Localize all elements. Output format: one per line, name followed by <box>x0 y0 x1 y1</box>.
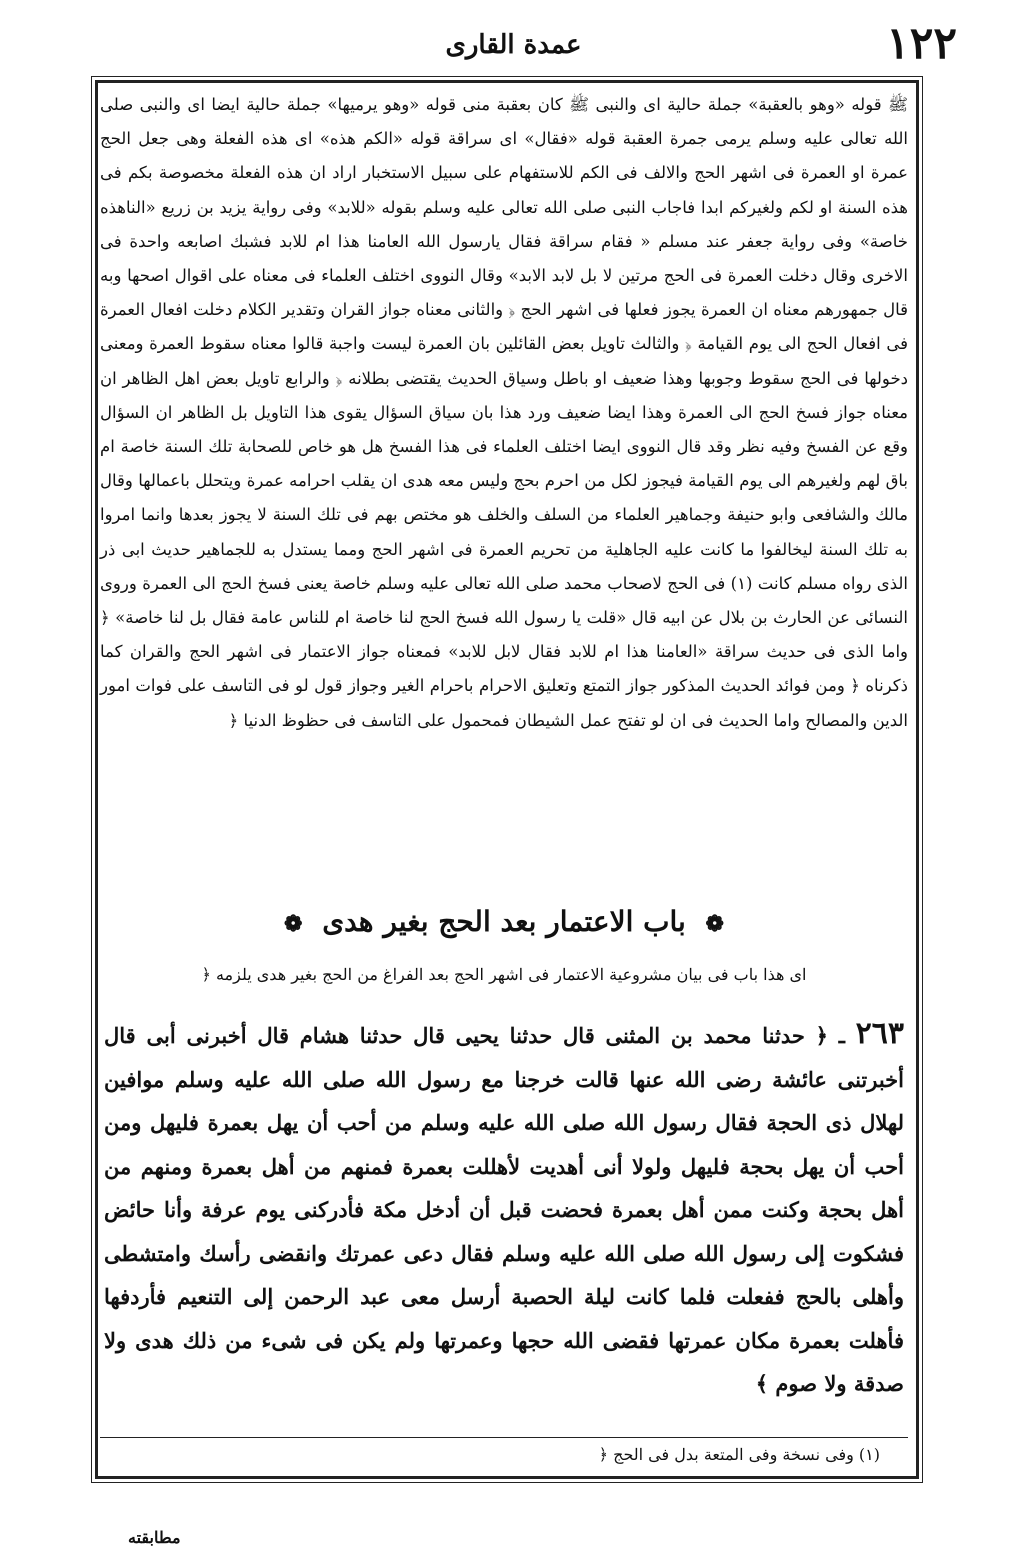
commentary-paragraph: ﷺ قوله «وهو بالعقبة» جملة حالية اى والنبى ﷺ كان بعقبة منى قوله «وهو يرميها» جملة حالية ايضا اى والنبى صلى الله تعالى عليه وسلم يرمى جمرة العقبة قوله «فقال» اى سراقة قوله «الكم هذه» اى هذه الفعلة وهى جعل الحج عمرة او العمرة فى اشهر الحج والالف فى الكم للاستفهام على سبيل الاستخبار اراد ان هذه الفعلة مخصوصة بكم فى هذه السنة او لكم ولغيركم ابدا فاجاب النبى صلى الله تعالى عليه وسلم بقوله «للابد» وفى رواية يزيد بن زريع «الناهذه خاصة» وفى رواية جعفر عند مسلم « فقام سراقة فقال يارسول الله العامنا هذا ام للابد فشبك اصابعه واحدة فى الاخرى وقال دخلت العمرة فى الحج مرتين لا بل لابد الابد» وقال النووى اختلف العلماء فى معناه على اقوال اصحها وبه قال جمهورهم معناه ان العمرة يجوز فعلها فى اشهر الحج ﴿ والثانى معناه جواز القران وتقدير الكلام دخلت افعال العمرة فى افعال الحج الى يوم القيامة ﴿ والثالث تاويل بعض القائلين بان العمرة ليست واجبة قالوا معناه سقوط العمرة ومعنى دخولها فى الحج سقوط وجوبها وهذا ضعيف او باطل وسياق الحديث يقتضى بطلانه ﴿ والرابع تاويل بعض اهل الظاهر ان معناه جواز فسخ الحج الى العمرة وهذا ايضا ضعيف ورد هذا بان سياق السؤال يقوى هذا التاويل بل الظاهر ان السؤال وقع عن الفسخ وفيه نظر وقد قال النووى ايضا اختلف العلماء فى هذا الفسخ هل هو خاص للصحابة تلك السنة خاصة ام باق لهم ولغيرهم الى يوم القيامة فيجوز لكل من احرم بحج وليس معه هدى ان يقلب احرامه عمرة ويتحلل باعمالها وقال مالك والشافعى وابو حنيفة وجماهير العلماء من السلف والخلف هو مختص بهم فى تلك السنة لا يجوز بعدها وانما امروا به تلك السنة ليخالفوا ما كانت عليه الجاهلية من تحريم العمرة فى اشهر الحج ومما يستدل به للجماهير حديث ابى ذر الذى رواه مسلم كانت (١) فى الحج لاصحاب محمد صلى الله تعالى عليه وسلم خاصة يعنى فسخ الحج الى العمرة وروى النسائى عن الحارث بن بلال عن ابيه قال «قلت يا رسول الله فسخ الحج لنا خاصة ام للناس عامة فقال بل لنا خاصة» ﴿ واما الذى فى حديث سراقة «العامنا هذا ام للابد فقال لابل للابد» فمعناه جواز الاعتمار فى اشهر الحج والقران كما ذكرناه ﴿ ومن فوائد الحديث المذكور جواز التمتع وتعليق الاحرام باحرام الغير وجواز قول لو فى التاسف على فوات امور الدين والمصالح واما الحديث فى ان لو تفتح عمل الشيطان فمحمول على التاسف فى حظوظ الدنيا ﴿ <box>100 95 908 730</box>
chapter-heading <box>100 905 908 957</box>
footnote: (١) وفى نسخة وفى المتعة بدل فى الحج ﴿ <box>598 1445 880 1464</box>
page-number: ١٢٢ <box>886 18 957 69</box>
commentary-block <box>100 88 908 738</box>
catchword: مطابقته <box>128 1528 181 1547</box>
hadith-text: ـ ﴿ حدثنا محمد بن المثنى قال حدثنا يحيى قال حدثنا هشام قال أخبرنى أبى قال أخبرتنى عائشة رضى الله عنها قالت خرجنا مع رسول الله صلى الله عليه وسلم موافين لهلال ذى الحجة فقال رسول الله صلى الله عليه وسلم من أحب أن يهل بعمرة فليهل ومن أحب أن يهل بحجة فليهل ولولا أنى أهديت لأهللت بعمرة فمنهم من أهل بعمرة ومنهم من أهل بحجة وكنت ممن أهل بعمرة فحضت قبل أن أدخل مكة فأدركنى يوم عرفة وأنا حائض فشكوت إلى رسول الله صلى الله عليه وسلم فقال دعى عمرتك وانقضى رأسك وامتشطى وأهلى بالحج ففعلت فلما كانت ليلة الحصبة أرسل معى عبد الرحمن إلى التنعيم فأردفها فأهلت بعمرة مكان عمرتها فقضى الله حجها وعمرتها ولم يكن فى شىء من ذلك هدى ولا صدقة ولا صوم ﴾ <box>104 1023 904 1396</box>
running-title: عمدة القارى <box>445 30 582 60</box>
ornament-left-icon: ❁ <box>284 911 303 937</box>
hadith-number: ٢٦٣ <box>855 1016 904 1051</box>
hadith-block <box>104 1012 904 1406</box>
ornament-right-icon: ❁ <box>705 911 724 937</box>
chapter-subtitle: اى هذا باب فى بيان مشروعية الاعتمار فى اشهر الحج بعد الفراغ من الحج بغير هدى يلزمه ﴿ <box>201 965 807 984</box>
chapter-title: باب الاعتمار بعد الحج بغير هدى <box>322 905 686 938</box>
footnote-divider <box>100 1437 908 1438</box>
